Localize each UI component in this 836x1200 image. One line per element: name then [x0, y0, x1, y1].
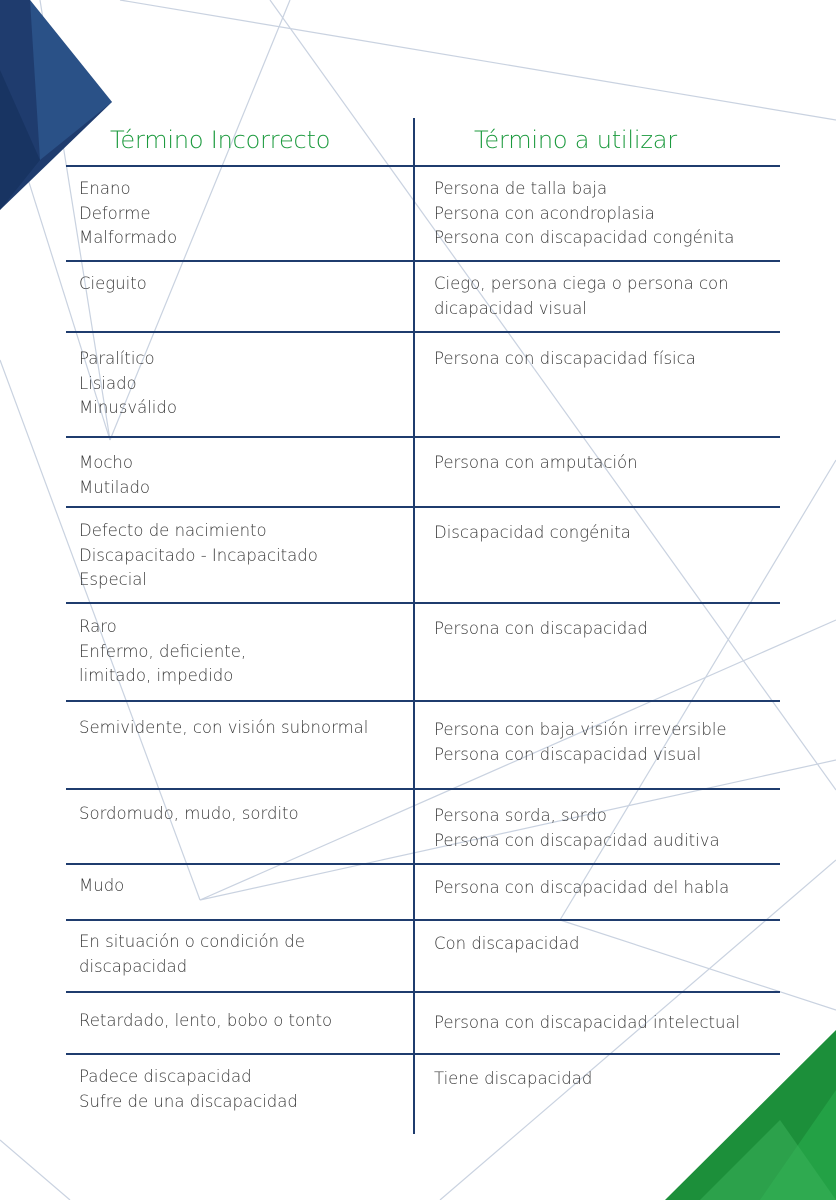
correct-term-cell: Persona con discapacidad intelectual: [434, 1013, 741, 1032]
correct-term-cell: Persona con amputación: [434, 453, 638, 472]
incorrect-term-cell: Cieguito: [79, 274, 147, 293]
correct-term-cell: Discapacidad congénita: [434, 523, 631, 542]
incorrect-term-cell: Semividente, con visión subnormal: [79, 718, 369, 737]
correct-term-cell: Persona con discapacidad física: [434, 349, 696, 368]
incorrect-term-cell: Raro Enfermo, deficiente, limitado, impedido: [79, 617, 247, 685]
row-divider: [66, 331, 780, 333]
incorrect-term-cell: Sordomudo, mudo, sordito: [79, 804, 299, 823]
correct-term-cell: Tiene discapacidad: [434, 1069, 593, 1088]
incorrect-term-cell: Enano Deforme Malformado: [79, 179, 178, 247]
correct-term-cell: Con discapacidad: [434, 934, 580, 953]
incorrect-term-cell: Retardado, lento, bobo o tonto: [79, 1011, 333, 1030]
row-divider: [66, 506, 780, 508]
incorrect-term-cell: Mocho Mutilado: [79, 453, 151, 497]
incorrect-term-cell: En situación o condición de discapacidad: [79, 932, 305, 976]
incorrect-term-cell: Paralítico Lisiado Minusválido: [79, 349, 177, 417]
incorrect-term-cell: Mudo: [79, 876, 125, 895]
row-divider: [66, 436, 780, 438]
correct-term-cell: Persona con baja visión irreversible Persona con discapacidad visual: [434, 720, 727, 764]
correct-term-cell: Persona con discapacidad del habla: [434, 878, 730, 897]
correct-term-cell: Persona sorda, sordo Persona con discapacidad auditiva: [434, 806, 720, 850]
header-correct-term: Término a utilizar: [474, 126, 677, 154]
row-divider: [66, 919, 780, 921]
correct-term-cell: Persona con discapacidad: [434, 619, 648, 638]
row-divider: [66, 788, 780, 790]
row-divider: [66, 260, 780, 262]
column-divider: [413, 118, 415, 1134]
row-divider: [66, 602, 780, 604]
row-divider: [66, 700, 780, 702]
row-divider: [66, 863, 780, 865]
row-divider: [66, 1053, 780, 1055]
correct-term-cell: Ciego, persona ciega o persona con dicapacidad visual: [434, 274, 729, 318]
correct-term-cell: Persona de talla baja Persona con acondroplasia Persona con discapacidad congénita: [434, 179, 735, 247]
row-divider: [66, 165, 780, 167]
row-divider: [66, 991, 780, 993]
header-incorrect-term: Término Incorrecto: [110, 126, 331, 154]
terminology-table: [66, 118, 780, 1134]
incorrect-term-cell: Defecto de nacimiento Discapacitado - Incapacitado Especial: [79, 521, 318, 589]
incorrect-term-cell: Padece discapacidad Sufre de una discapacidad: [79, 1067, 298, 1111]
